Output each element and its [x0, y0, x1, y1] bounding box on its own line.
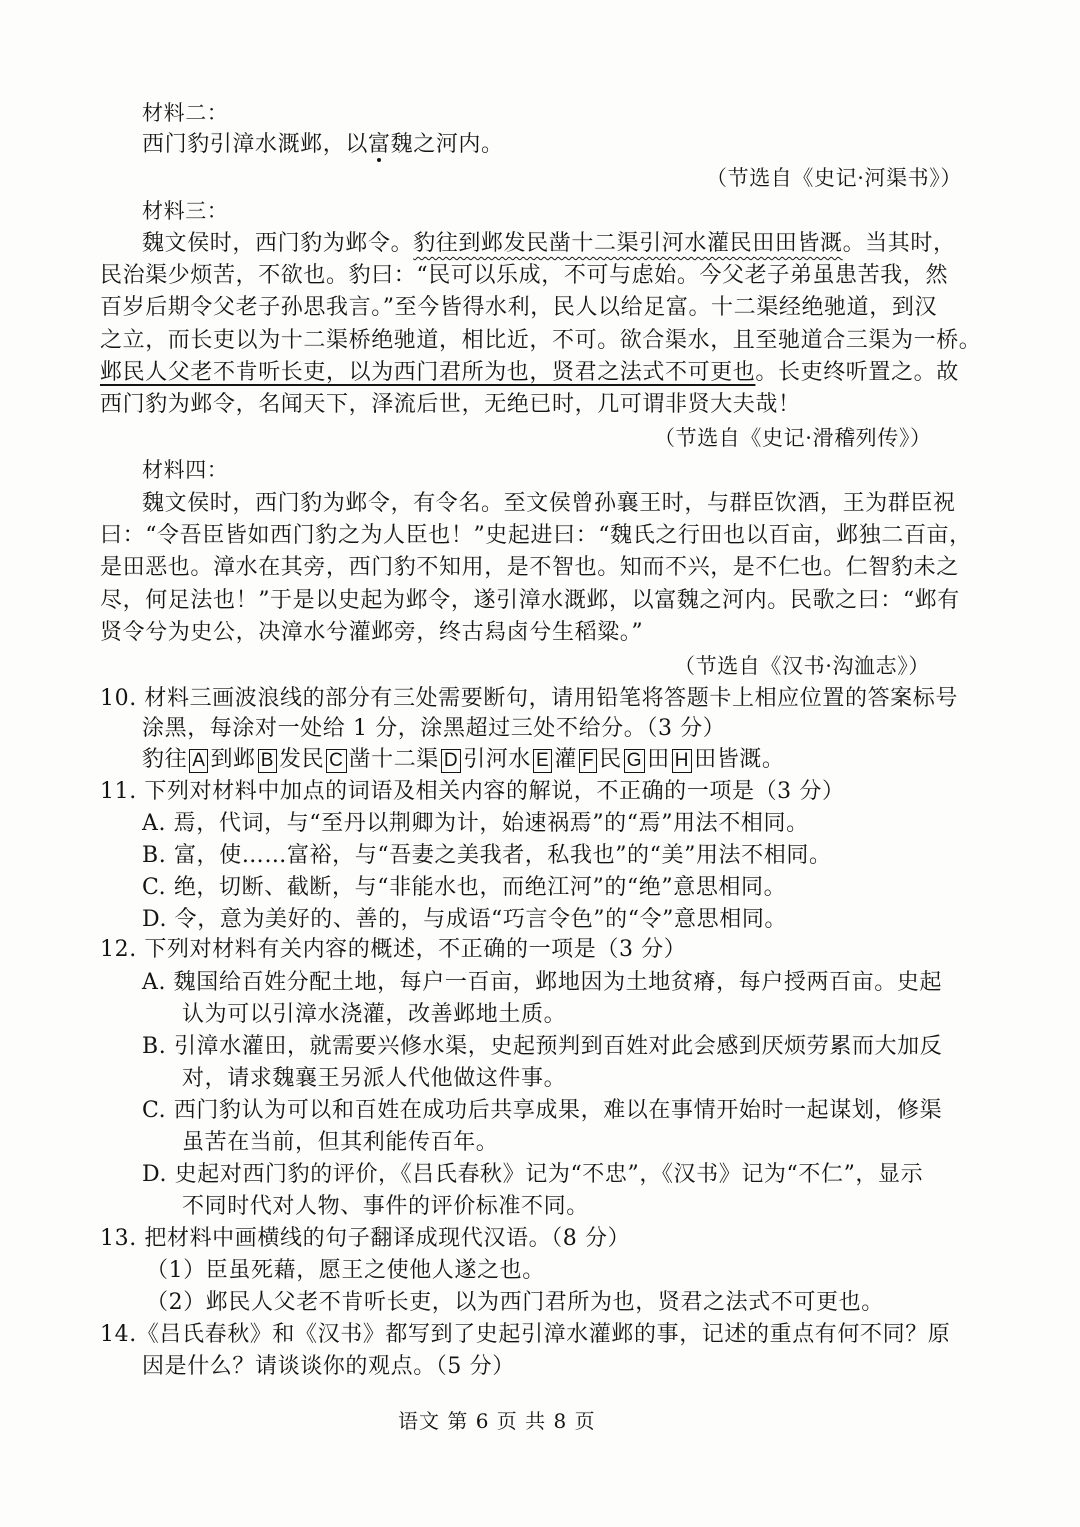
material3-line-1	[142, 229, 956, 259]
material3-source: （节选自《史记·滑稽列传》）	[654, 426, 932, 450]
answer-box-D[interactable]: D	[441, 749, 461, 773]
material3-line-4: 之立，而长吏以为十二渠桥绝驰道，相比近，不可。欲合渠水，且至驰道合三渠为一桥。	[100, 328, 982, 353]
material3-line-6: 西门豹为邺令，名闻天下，泽流后世，无绝已时，几可谓非贤大夫哉！	[100, 392, 801, 417]
wavy-underlined-passage: 豹往到邺发民凿十二渠引河水灌民田田皆溉	[413, 231, 843, 256]
material4-source: （节选自《汉书·沟洫志》）	[674, 654, 930, 678]
seg-3: 凿十二渠	[348, 747, 439, 772]
material2-text-pre: 西门豹引漳水溉邺，以	[142, 132, 369, 157]
seg-1: 到邺	[210, 747, 256, 772]
question-12-option-c-cont: 虽苦在当前，但其利能传百年。	[182, 1130, 499, 1155]
underlined-sentence: 邺民人父老不肯听长吏，以为西门君所为也，贤君之法式不可更也	[100, 360, 756, 385]
question-13-stem: 13. 把材料中画横线的句子翻译成现代汉语。（8 分）	[100, 1226, 631, 1251]
page-footer: 语文 第 6 页 共 8 页	[398, 1409, 596, 1433]
question-12-option-a-cont: 认为可以引漳水浇灌，改善邺地土质。	[182, 1002, 567, 1027]
seg-0: 豹往	[142, 747, 188, 772]
seg-7: 田	[647, 747, 670, 772]
answer-box-A[interactable]: A	[189, 749, 208, 773]
answer-box-G[interactable]: G	[624, 749, 645, 773]
question-14-stem-cont: 因是什么？请谈谈你的观点。（5 分）	[142, 1354, 515, 1379]
question-11-option-a: A. 焉，代词，与“至丹以荆卿为计，始速祸焉”的“焉”用法不相同。	[142, 811, 809, 836]
answer-box-E[interactable]: E	[533, 749, 552, 773]
question-12-option-b-cont: 对，请求魏襄王另派人代他做这件事。	[182, 1066, 567, 1091]
material4-line-5: 贤令兮为史公，决漳水兮灌邺旁，终古舄卤兮生稻粱。”	[100, 620, 644, 645]
seg-5: 灌	[554, 747, 577, 772]
material2-text	[142, 130, 504, 160]
question-11-stem: 11. 下列对材料中加点的词语及相关内容的解说，不正确的一项是（3 分）	[100, 779, 845, 804]
material3-line-5-post: 。长吏终听置之。故	[755, 360, 959, 385]
question-12-option-c: C. 西门豹认为可以和百姓在成功后共享成果，难以在事情开始时一起谋划，修渠	[142, 1098, 943, 1123]
question-12-stem: 12. 下列对材料有关内容的概述，不正确的一项是（3 分）	[100, 937, 687, 962]
material3-line-5	[100, 358, 959, 388]
material4-line-4: 尽，何足法也！”于是以史起为邺令，遂引漳水溉邺，以富魏之河内。民歌之曰：“邺有	[100, 588, 960, 613]
seg-2: 发民	[278, 747, 325, 772]
answer-box-C[interactable]: C	[326, 749, 346, 773]
material3-line-1-post: 。当其时，	[842, 231, 956, 256]
question-13-sentence-1: （1）臣虽死藉，愿王之使他人遂之也。	[146, 1258, 545, 1283]
material2-source: （节选自《史记·河渠书》）	[706, 166, 962, 190]
material3-line-2: 民治渠少烦苦，不欲也。豹曰：“民可以乐成，不可与虑始。今父老子弟虽患苦我，然	[100, 263, 949, 288]
question-12-option-d: D. 史起对西门豹的评价，《吕氏春秋》记为“不忠”，《汉书》记为“不仁”，显示	[142, 1162, 924, 1187]
material3-label: 材料三：	[142, 199, 229, 223]
question-11-option-b: B. 富，使……富裕，与“吾妻之美我者，私我也”的“美”用法不相同。	[142, 843, 832, 868]
question-14-stem: 14.《吕氏春秋》和《汉书》都写到了史起引漳水灌邺的事，记述的重点有何不同？原	[100, 1322, 951, 1347]
material3-line-3: 百岁后期令父老子孙思我言。”至今皆得水利，民人以给足富。十二渠经绝驰道，到汉	[100, 295, 938, 320]
material4-label: 材料四：	[142, 458, 229, 482]
seg-6: 民	[599, 747, 622, 772]
question-12-option-d-cont: 不同时代对人物、事件的评价标准不同。	[182, 1194, 589, 1219]
question-10-sentence	[142, 745, 785, 775]
question-10-stem-cont: 涂黑，每涂对一处给 1 分，涂黑超过三处不给分。（3 分）	[142, 716, 726, 741]
answer-box-F[interactable]: F	[579, 749, 597, 773]
material2-label: 材料二：	[142, 101, 229, 125]
answer-box-H[interactable]: H	[672, 749, 692, 773]
material2-text-post: 魏之河内。	[390, 132, 504, 157]
question-13-sentence-2: （2）邺民人父老不肯听长吏，以为西门君所为也，贤君之法式不可更也。	[146, 1290, 884, 1315]
material4-line-1: 魏文侯时，西门豹为邺令，有令名。至文侯曾孙襄王时，与群臣饮酒，王为群臣祝	[142, 491, 956, 516]
material4-line-3: 是田恶也。漳水在其旁，西门豹不知用，是不智也。知而不兴，是不仁也。仁智豹未之	[100, 555, 959, 580]
material3-line-1-pre: 魏文侯时，西门豹为邺令。	[142, 231, 414, 256]
seg-8: 田皆溉。	[694, 747, 785, 772]
answer-box-B[interactable]: B	[258, 749, 277, 773]
seg-4: 引河水	[463, 747, 532, 772]
question-10-stem: 10. 材料三画波浪线的部分有三处需要断句，请用铅笔将答题卡上相应位置的答案标号	[100, 686, 958, 711]
question-11-option-c: C. 绝，切断、截断，与“非能水也，而绝江河”的“绝”意思相同。	[142, 875, 787, 900]
question-11-option-d: D. 令，意为美好的、善的，与成语“巧言令色”的“令”意思相同。	[142, 907, 788, 932]
dotted-word-fu: 富	[368, 132, 391, 157]
question-12-option-b: B. 引漳水灌田，就需要兴修水渠，史起预判到百姓对此会感到厌烦劳累而大加反	[142, 1034, 943, 1059]
question-12-option-a: A. 魏国给百姓分配土地，每户一百亩，邺地因为土地贫瘠，每户授两百亩。史起	[142, 970, 943, 995]
material4-line-2: 曰：“令吾臣皆如西门豹之为人臣也！”史起进曰：“魏氏之行田也以百亩，邺独二百亩，	[100, 523, 972, 548]
